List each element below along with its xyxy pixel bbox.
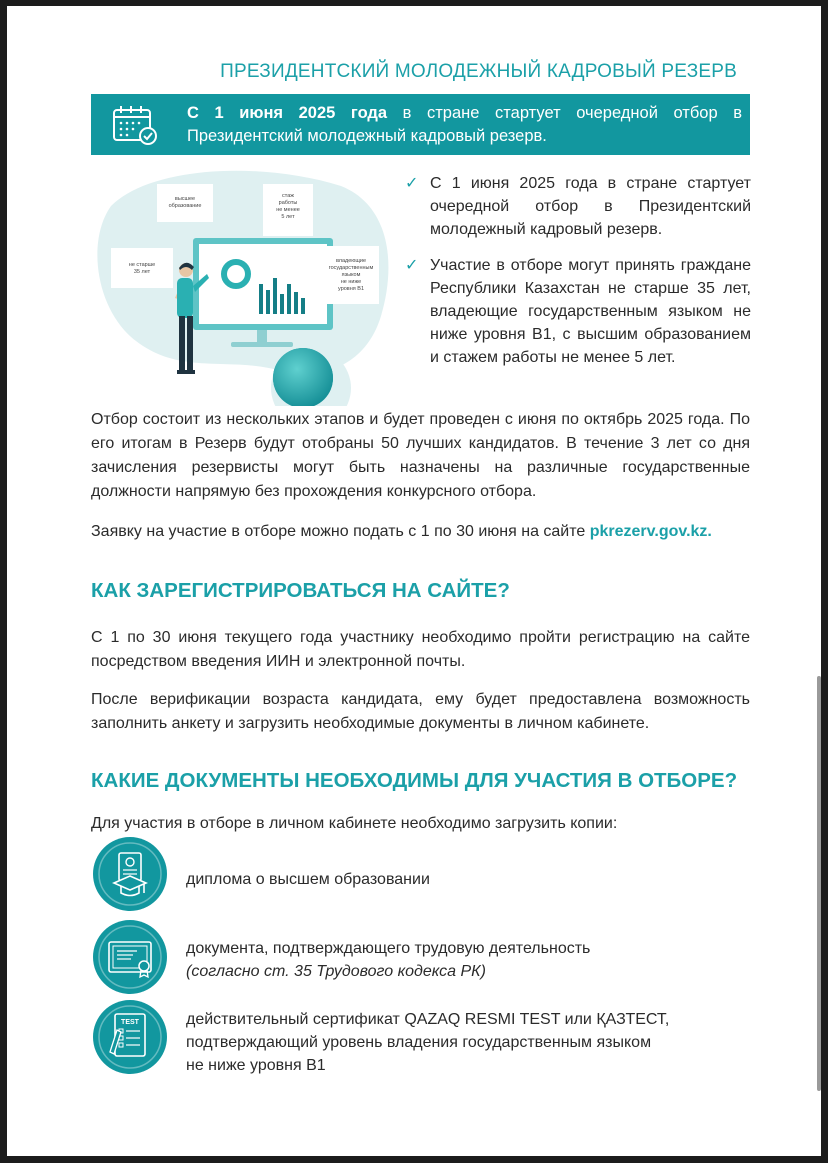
register-paragraph-2: После верификации возраста кандидата, ему будет предоставлена возможность заполнить анкету и загрузить необходимые документы в личном кабинете.: [91, 691, 750, 732]
certificate-icon: [93, 920, 167, 994]
label-age-1: не старше: [128, 262, 156, 268]
bullet-text: Участие в отборе могут принять граждане Республики Казахстан не старше 35 лет, владеющие государственным языком не ниже уровня B1, с высшим образованием и стажем работы не менее 5 лет.: [430, 257, 751, 366]
document-item-employment: [186, 937, 746, 983]
register-heading: КАК ЗАРЕГИСТРИРОВАТЬСЯ НА САЙТЕ?: [91, 579, 510, 602]
bullet-list: [405, 172, 751, 382]
label-language-1: владеющие: [335, 258, 367, 264]
graduation-cap-icon: [93, 837, 167, 911]
document-item-text: документа, подтверждающего трудовую деятельность: [186, 940, 591, 957]
svg-text:TEST: TEST: [121, 1019, 139, 1026]
calendar-icon: [111, 103, 159, 152]
label-experience-4: 5 лет: [281, 214, 295, 220]
label-language-3: языком: [341, 272, 361, 278]
apply-text: Заявку на участие в отборе можно подать с 1 по 30 июня на сайте: [91, 523, 590, 540]
illustration: [91, 166, 401, 406]
label-experience-1: стаж: [282, 193, 294, 199]
selection-paragraph: Отбор состоит из нескольких этапов и будет проведен с июня по октябрь 2025 года. По его итогам в Резерв будут отобраны 50 лучших кандидатов. В течение 3 лет со дня зачисления резервисты могут быть назначены на различные государственные должности напрямую без прохождения конкурсного отбора.: [91, 411, 750, 500]
checkmark-icon: ✓: [405, 257, 419, 274]
document-item-note-text: (согласно ст. 35 Трудового кодекса РК): [186, 963, 486, 980]
label-experience-3: не менее: [276, 207, 300, 213]
document-item-language-cert: [186, 1008, 746, 1077]
bullet-item: [405, 254, 751, 369]
document-item-note: [186, 960, 746, 983]
checkmark-icon: ✓: [405, 175, 419, 192]
label-language-5: уровня B1: [338, 286, 364, 292]
label-age-2: 35 лет: [133, 269, 151, 275]
announcement-banner: [91, 94, 750, 155]
banner-date: С 1 июня 2025 года: [187, 104, 388, 122]
page-title: ПРЕЗИДЕНТСКИЙ МОЛОДЕЖНЫЙ КАДРОВЫЙ РЕЗЕРВ: [220, 61, 737, 82]
document-item-text: не ниже уровня B1: [186, 1057, 326, 1074]
label-education-2: образование: [168, 203, 202, 209]
label-language-2: государственным: [328, 265, 374, 271]
documents-intro: Для участия в отборе в личном кабинете необходимо загрузить копии:: [91, 815, 618, 832]
bullet-text: С 1 июня 2025 года в стране стартует очередной отбор в Президентский молодежный кадровый резерв.: [430, 175, 751, 238]
label-experience-2: работы: [278, 200, 298, 206]
document-item-text: подтверждающий уровень владения государственным языком: [186, 1034, 652, 1051]
test-sheet-icon: [93, 1000, 167, 1074]
documents-heading: КАКИЕ ДОКУМЕНТЫ НЕОБХОДИМЫ ДЛЯ УЧАСТИЯ В ОТБОРЕ?: [91, 769, 738, 792]
document-item-diploma: [186, 868, 746, 891]
bullet-item: [405, 172, 751, 241]
document-item-text: диплома о высшем образовании: [186, 871, 430, 888]
document-item-text: действительный сертификат QAZAQ RESMI TEST или ҚАЗТЕСТ,: [186, 1011, 670, 1028]
banner-body: в стране стартует очередной отбор в Президентский молодежный кадровый резерв.: [187, 104, 742, 145]
register-paragraph-1: С 1 по 30 июня текущего года участнику необходимо пройти регистрацию на сайте посредством введения ИИН и электронной почты.: [91, 629, 750, 670]
apply-paragraph: [91, 520, 750, 544]
website-link[interactable]: pkrezerv.gov.kz.: [589, 523, 712, 540]
vertical-scrollbar[interactable]: [817, 676, 821, 1091]
label-education-1: высшее: [174, 196, 196, 202]
label-language-4: не ниже: [340, 279, 362, 285]
banner-text: [187, 102, 742, 148]
document-page: [7, 6, 821, 1156]
